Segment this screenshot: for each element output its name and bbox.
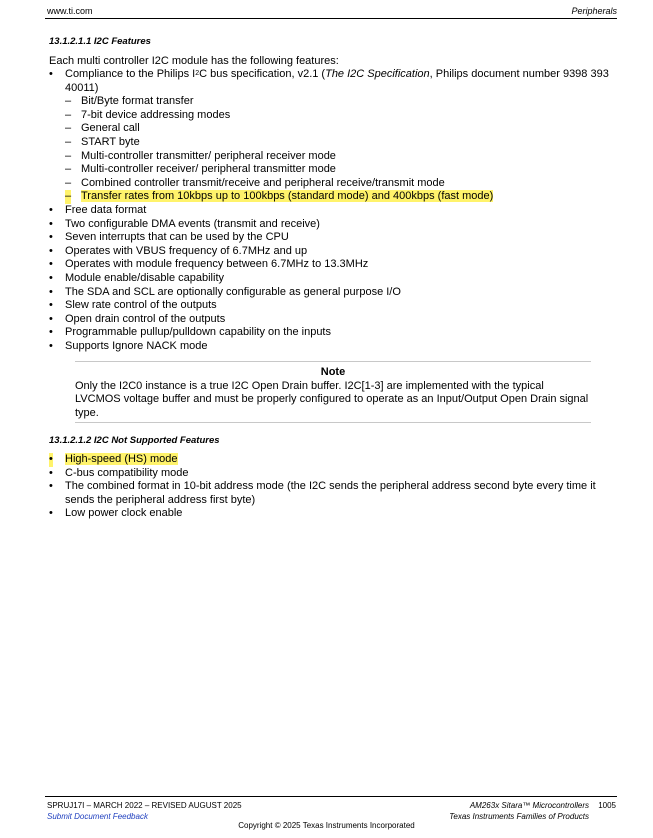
note-box [75,361,591,423]
list-item: • Operates with VBUS frequency of 6.7MHz and up [49,244,308,257]
sub-list-item-highlighted: – Transfer rates from 10kbps up to 100kbps (standard mode) and 400kbps (fast mode) [65,190,494,203]
list-item: • Programmable pullup/pulldown capability on the inputs [49,326,331,339]
list-item: • Low power clock enable [49,507,183,520]
header-section: Peripherals [571,6,617,16]
header-site: www.ti.com [47,6,93,16]
footer-product: AM263x Sitara™ Microcontrollers [469,801,589,810]
note-heading: Note [320,366,346,378]
not-supported-list [49,453,617,521]
sub-list-item: – START byte [65,135,140,148]
list-item: • Seven interrupts that can be used by the CPU [49,231,289,244]
list-item: • Module enable/disable capability [49,271,224,284]
list-item: • Open drain control of the outputs [49,312,226,325]
sub-list-item: – Bit/Byte format transfer [65,95,194,108]
sub-list-item: – Multi-controller transmitter/ peripheral receiver mode [65,149,336,162]
footer-copyright: Copyright © 2025 Texas Instruments Incorporated [238,821,415,830]
list-item: • Free data format [49,203,147,216]
list-item-highlighted: • High-speed (HS) mode [49,453,178,465]
submit-feedback-link[interactable]: Submit Document Feedback [47,812,148,821]
list-item: • Two configurable DMA events (transmit and receive) [49,217,320,230]
sub-list-item: – 7-bit device addressing modes [65,108,231,121]
footer-doc-id: SPRUJ17I – MARCH 2022 – REVISED AUGUST 2025 [47,801,242,810]
sub-list-item: – General call [65,122,140,135]
section-title-features: 13.1.2.1.1 I2C Features [49,36,151,47]
footer-family: Texas Instruments Families of Products [449,812,589,821]
page-number: 1005 [598,801,616,810]
features-list [49,68,617,353]
section-title-not-supported: 13.1.2.1.2 I2C Not Supported Features [49,435,220,446]
sub-list-item: – Combined controller transmit/receive and peripheral receive/transmit mode [65,176,445,189]
note-text: Only the I2C0 instance is a true I2C Open Drain buffer. I2C[1-3] are implemented with the typical LVCMOS voltage buffer and must be properly configured to operate as an Input/Output Open Drain signal type. [75,379,589,419]
highlighted-text: High-speed (HS) mode [65,453,178,465]
footer-rule [45,796,617,797]
highlighted-text: Transfer rates from 10kbps up to 100kbps (standard mode) and 400kbps (fast mode) [81,190,494,203]
bullet-marker: • [49,68,53,80]
header-rule [45,18,617,19]
list-item: • The combined format in 10-bit address mode (the I2C sends the peripheral address second byte every time it sends the peripheral address first byte) [49,480,596,506]
list-item: • Slew rate control of the outputs [49,299,217,312]
features-intro: Each multi controller I2C module has the following features: [49,55,339,67]
list-item: • C-bus compatibility mode [49,466,189,479]
list-item: • Supports Ignore NACK mode [49,339,208,352]
compliance-text: Compliance to the Philips $I^2C$ bus specification, v2.1 (The I2C Specification, Philips document number 9398 393 40011) [65,68,609,94]
spec-title: The I2C Specification [325,68,430,80]
list-item: • Operates with module frequency between 6.7MHz to 13.3MHz [49,258,369,271]
list-item: • The SDA and SCL are optionally configurable as general purpose I/O [49,285,401,298]
sub-list-item: – Multi-controller receiver/ peripheral transmitter mode [65,163,336,176]
compliance-sublist [65,95,617,204]
list-item [49,68,617,204]
